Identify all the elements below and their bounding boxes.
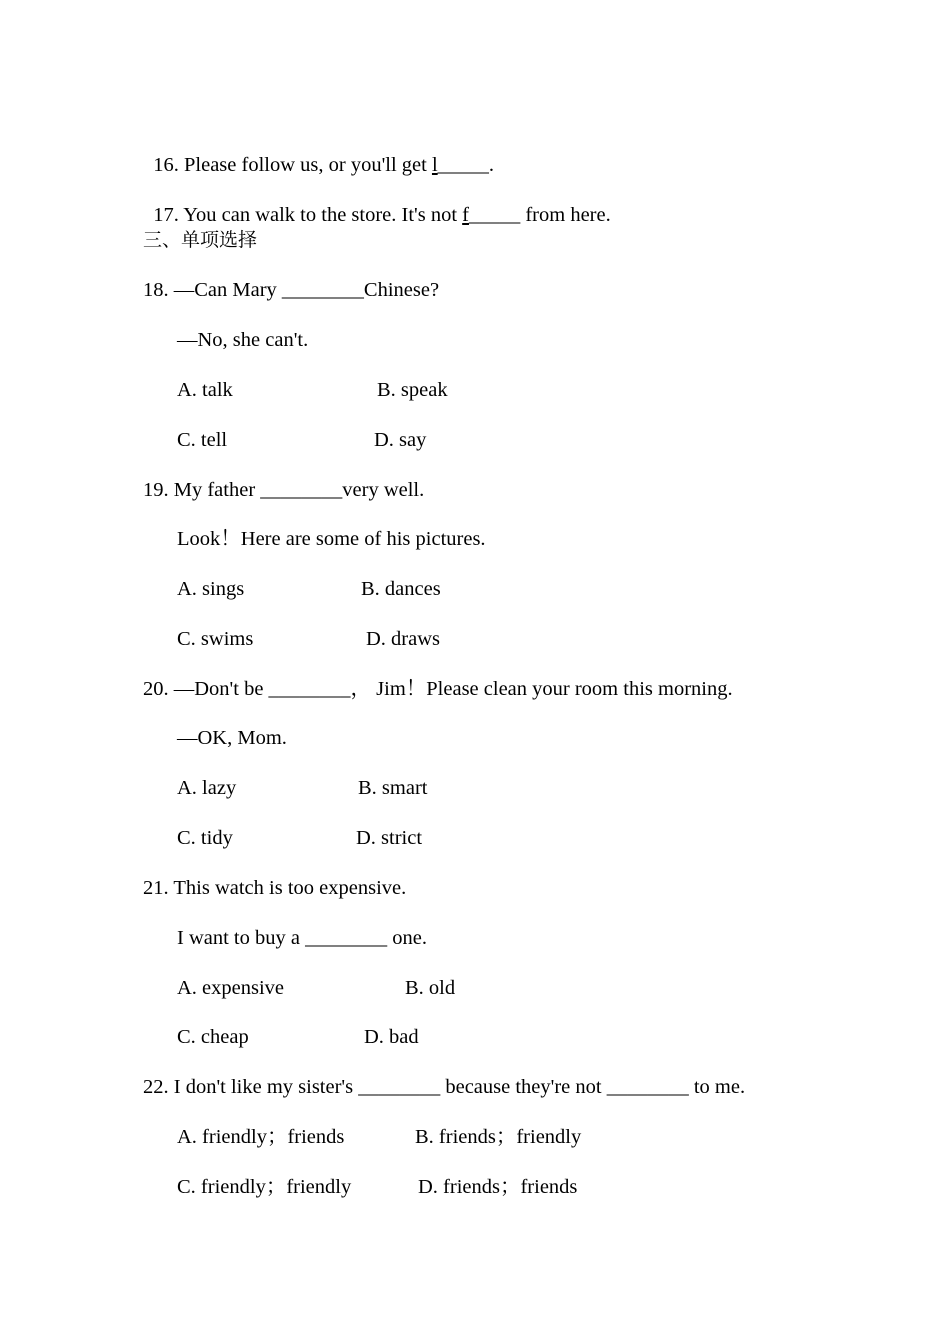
answer-initial-letter: f <box>462 204 469 226</box>
option-d: D. friends；friends <box>418 1176 578 1198</box>
option-a: A. expensive <box>177 977 285 999</box>
option-d: D. say <box>374 429 427 451</box>
question-number: 16. <box>153 154 184 176</box>
answer-initial-letter: l <box>431 154 438 176</box>
option-a: A. talk <box>177 379 233 401</box>
option-d: D. bad <box>364 1026 419 1048</box>
option-c: C. cheap <box>177 1026 249 1048</box>
option-b: B. friends；friendly <box>415 1126 582 1148</box>
option-b: B. smart <box>358 777 428 799</box>
question-21-reply: I want to buy a ________ one. <box>177 927 427 949</box>
question-16 <box>143 129 495 176</box>
option-d: D. strict <box>356 827 423 849</box>
question-number: 17. <box>153 204 184 226</box>
question-20-reply: —OK, Mom. <box>177 727 287 749</box>
option-b: B. dances <box>361 578 441 600</box>
section-heading: 三、单项选择 <box>143 229 258 251</box>
option-a: A. friendly；friends <box>177 1126 345 1148</box>
option-c: C. tell <box>177 429 228 451</box>
question-20-stem: 20. —Don't be ________， Jim！Please clean your room this morning. <box>143 678 733 700</box>
option-c: C. swims <box>177 628 254 650</box>
option-a: A. sings <box>177 578 245 600</box>
option-b: B. speak <box>377 379 448 401</box>
question-text: Please follow us, or you'll get <box>184 154 432 176</box>
question-text-end: . <box>488 154 495 176</box>
question-19-reply: Look！Here are some of his pictures. <box>177 528 486 550</box>
question-19-stem: 19. My father ________very well. <box>143 479 425 501</box>
option-d: D. draws <box>366 628 441 650</box>
question-17 <box>143 179 611 226</box>
question-18-reply: —No, she can't. <box>177 329 309 351</box>
answer-blank: _____ <box>437 154 489 176</box>
answer-blank: _____ <box>468 204 521 226</box>
option-b: B. old <box>405 977 456 999</box>
question-22-stem: 22. I don't like my sister's ________ because they're not ________ to me. <box>143 1076 746 1098</box>
option-c: C. friendly；friendly <box>177 1176 352 1198</box>
question-21-stem: 21. This watch is too expensive. <box>143 877 407 899</box>
option-c: C. tidy <box>177 827 233 849</box>
question-18-stem: 18. —Can Mary ________Chinese? <box>143 279 440 301</box>
question-text-end: from here. <box>520 204 611 226</box>
option-a: A. lazy <box>177 777 237 799</box>
question-text: You can walk to the store. It's not <box>183 204 463 226</box>
